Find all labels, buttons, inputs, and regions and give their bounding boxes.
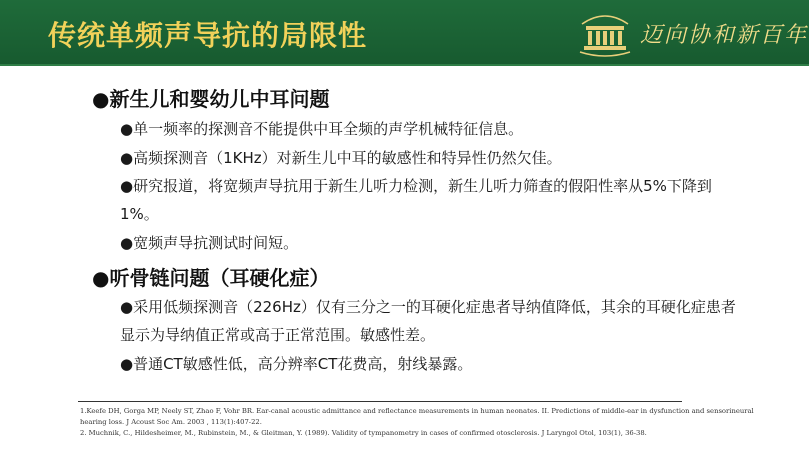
reference-line: 2. Muchnik, C., Hildesheimer, M., Rubinstein, M., & Gleitman, Y. (1989). Validity of tympanometry in cases of confirmed otosclerosis. J Laryngol Otol, 103(1), 36-38.	[80, 429, 647, 437]
reference-line: 1.Keefe DH, Gorga MP, Neely ST, Zhao F, Vohr BR. Ear-canal acoustic admittance and reflectance measurements in human neonates. II. Predictions of middle-ear in dysfunction and sensorineural	[80, 407, 754, 415]
hospital-crest-logo	[576, 6, 634, 58]
bullet-icon: ●	[92, 87, 110, 111]
reference-line: hearing loss. J Acoust Soc Am. 2003 , 113(1):407-22.	[80, 418, 262, 426]
header-divider	[0, 64, 809, 66]
list-item: ●单一频率的探测音不能提供中耳全频的声学机械特征信息。	[120, 120, 524, 138]
section-title-text: 听骨链问题（耳硬化症）	[109, 266, 330, 290]
list-item: ●普通CT敏感性低，高分辨率CT花费高，射线暴露。	[120, 355, 473, 373]
section-title-newborn	[92, 83, 329, 112]
section-title-text: 新生儿和婴幼儿中耳问题	[109, 87, 330, 111]
section-title-ossicular	[92, 262, 329, 291]
list-item: ●高频探测音（1KHz）对新生儿中耳的敏感性和特异性仍然欠佳。	[120, 149, 562, 167]
bullet-icon: ●	[92, 266, 110, 290]
list-item: ●采用低频探测音（226Hz）仅有三分之一的耳硬化症患者导纳值降低，其余的耳硬化症患者	[120, 298, 736, 316]
list-item: ●宽频声导抗测试时间短。	[120, 234, 299, 252]
list-item: ●研究报道，将宽频声导抗用于新生儿听力检测，新生儿听力筛查的假阳性率从5%下降到	[120, 177, 712, 195]
slogan-text: 迈向协和新百年	[640, 23, 809, 48]
list-item-continuation: 1%。	[120, 205, 159, 223]
references-divider	[78, 401, 682, 402]
list-item-continuation: 显示为导纳值正常或高于正常范围。敏感性差。	[120, 326, 436, 344]
slide-title: 传统单频声导抗的局限性	[48, 19, 368, 52]
